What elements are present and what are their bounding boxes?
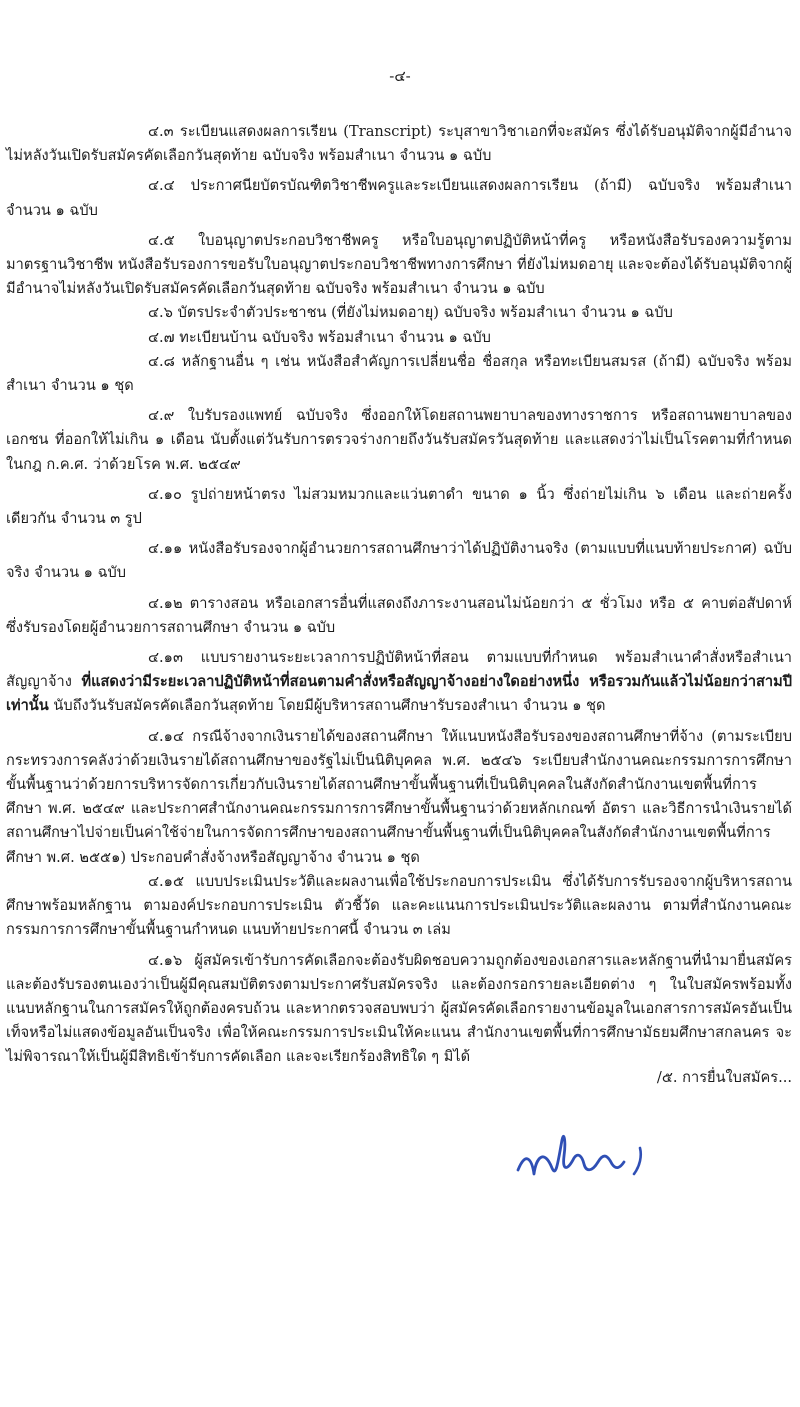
item-4-12: ๔.๑๒ ตารางสอน หรือเอกสารอื่นที่แสดงถึงภาระงานสอนไม่น้อยกว่า ๕ ชั่วโมง หรือ ๕ คาบต่อสัปดาห์ ซึ่งรับรองโดยผู้อำนวยการสถานศึกษา จำนวน ๑ ฉบับ (6, 594, 792, 636)
item-4-13 (6, 646, 792, 719)
item-4-3: ๔.๓ ระเบียนแสดงผลการเรียน (Transcript) ระบุสาขาวิชาเอกที่จะสมัคร ซึ่งได้รับอนุมัติจากผู้มีอำนาจไม่หลังวันเปิดรับสมัครคัดเลือกวันสุดท้าย ฉบับจริง พร้อมสำเนา จำนวน ๑ ฉบับ (6, 123, 792, 165)
item-4-8: ๔.๘ หลักฐานอื่น ๆ เช่น หนังสือสำคัญการเปลี่ยนชื่อ ชื่อสกุล หรือทะเบียนสมรส (ถ้ามี) ฉบับจริง พร้อมสำเนา จำนวน ๑ ชุด (6, 352, 792, 395)
item-4-11: ๔.๑๑ หนังสือรับรองจากผู้อำนวยการสถานศึกษาว่าได้ปฏิบัติงานจริง (ตามแบบที่แนบท้ายประกาศ) ฉบับจริง จำนวน ๑ ฉบับ (6, 540, 792, 582)
document-body (6, 120, 792, 1070)
handwritten-signature (512, 1112, 672, 1202)
item-4-7: ๔.๗ ทะเบียนบ้าน ฉบับจริง พร้อมสำเนา จำนวน ๑ ฉบับ (148, 328, 491, 346)
item-4-10: ๔.๑๐ รูปถ่ายหน้าตรง ไม่สวมหมวกและแว่นตาดำ ขนาด ๑ นิ้ว ซึ่งถ่ายไม่เกิน ๖ เดือน และถ่ายครั้งเดียวกัน จำนวน ๓ รูป (6, 485, 792, 528)
item-4-13-text: ๔.๑๓ แบบรายงานระยะเวลาการปฏิบัติหน้าที่สอน ตามแบบที่กำหนด พร้อมสำเนาคำสั่งหรือสำเนาสัญญาจ้าง (6, 649, 792, 691)
item-4-5: ๔.๕ ใบอนุญาตประกอบวิชาชีพครู หรือใบอนุญาตปฏิบัติหน้าที่ครู หรือหนังสือรับรองความรู้ตามมาตรฐานวิชาชีพ หนังสือรับรองการขอรับใบอนุญาตประกอบวิชาชีพทางการศึกษา ที่ยังไม่หมดอายุ และจะต้องได้รับอนุมัติจากผู้มีอำนาจไม่หลังวันเปิดรับสมัครคัดเลือกวันสุดท้าย ฉบับจริง พร้อมสำเนา จำนวน ๑ ฉบับ (6, 231, 792, 298)
next-section-continuation: /๕. การยื่นใบสมัคร... (656, 1069, 792, 1086)
item-4-13-text-end: นับถึงวันรับสมัครคัดเลือกวันสุดท้าย โดยมีผู้บริหารสถานศึกษารับรองสำเนา จำนวน ๑ ชุด (48, 697, 606, 715)
item-4-6: ๔.๖ บัตรประจำตัวประชาชน (ที่ยังไม่หมดอายุ) ฉบับจริง พร้อมสำเนา จำนวน ๑ ฉบับ (148, 304, 673, 322)
item-4-14: ๔.๑๔ กรณีจ้างจากเงินรายได้ของสถานศึกษา ให้แนบหนังสือรับรองของสถานศึกษาที่จ้าง (ตามระเบียบกระทรวงการคลังว่าด้วยเงินรายได้สถานศึกษาของรัฐไม่เป็นนิติบุคคล พ.ศ. ๒๕๔๖ ระเบียบสำนักงานคณะกรรมการการศึกษาขั้นพื้นฐานว่าด้วยการบริหารจัดการเกี่ยวกับเงินรายได้สถานศึกษาขั้นพื้นฐานที่เป็นนิติบุคคลในสังกัดสำนักงานเขตพื้นที่การศึกษา พ.ศ. ๒๕๔๙ และประกาศสำนักงานคณะกรรมการการศึกษาขั้นพื้นฐานว่าด้วยหลักเกณฑ์ อัตรา และวิธีการนำเงินรายได้สถานศึกษาไปจ่ายเป็นค่าใช้จ่ายในการจัดการศึกษาของสถานศึกษาขั้นพื้นฐานที่เป็นนิติบุคคลในสังกัดสำนักงานเขตพื้นที่การศึกษา พ.ศ. ๒๕๕๑) ประกอบคำสั่งจ้างหรือสัญญาจ้าง จำนวน ๑ ชุด (6, 727, 792, 866)
item-4-13-emphasis: ที่แสดงว่ามีระยะเวลาปฏิบัติหน้าที่สอนตามคำสั่งหรือสัญญาจ้างอย่างใดอย่างหนึ่ง หรือรวมกันแล้วไม่น้อยกว่าสามปีเท่านั้น (6, 673, 792, 715)
item-4-16: ๔.๑๖ ผู้สมัครเข้ารับการคัดเลือกจะต้องรับผิดชอบความถูกต้องของเอกสารและหลักฐานที่นำมายื่นสมัครและต้องรับรองตนเองว่าเป็นผู้มีคุณสมบัติตรงตามประกาศรับสมัครจริง และต้องกรอกรายละเอียดต่าง ๆ ในใบสมัครพร้อมทั้งแนบหลักฐานในการสมัครให้ถูกต้องครบถ้วน และหากตรวจสอบพบว่า ผู้สมัครคัดเลือกรายงานข้อมูลในเอกสารการสมัครอันเป็นเท็จหรือไม่แสดงข้อมูลอันเป็นจริง เพื่อให้คณะกรรมการประเมินให้คะแนน สำนักงานเขตพื้นที่การศึกษามัธยมศึกษาสกลนคร จะไม่พิจารณาให้เป็นผู้มีสิทธิเข้ารับการคัดเลือก และจะเรียกร้องสิทธิใด ๆ มิได้ (6, 951, 792, 1066)
item-4-15: ๔.๑๕ แบบประเมินประวัติและผลงานเพื่อใช้ประกอบการประเมิน ซึ่งได้รับการรับรองจากผู้บริหารสถานศึกษาพร้อมหลักฐาน ตามองค์ประกอบการประเมิน ตัวชี้วัด และคะแนนการประเมินประวัติและผลงาน ตามที่สำนักงานคณะกรรมการการศึกษาขั้นพื้นฐานกำหนด แนบท้ายประกาศนี้ จำนวน ๓ เล่ม (6, 872, 792, 939)
page-number: -๔- (389, 67, 411, 85)
item-4-9: ๔.๙ ใบรับรองแพทย์ ฉบับจริง ซึ่งออกให้โดยสถานพยาบาลของทางราชการ หรือสถานพยาบาลของเอกชน ที่ออกให้ไม่เกิน ๑ เดือน นับตั้งแต่วันรับการตรวจร่างกายถึงวันรับสมัครวันสุดท้าย และแสดงว่าไม่เป็นโรคตามที่กำหนดในกฎ ก.ค.ศ. ว่าด้วยโรค พ.ศ. ๒๕๔๙ (6, 407, 792, 473)
item-4-4: ๔.๔ ประกาศนียบัตรบัณฑิตวิชาชีพครูและระเบียนแสดงผลการเรียน (ถ้ามี) ฉบับจริง พร้อมสำเนา จำนวน ๑ ฉบับ (6, 177, 792, 219)
